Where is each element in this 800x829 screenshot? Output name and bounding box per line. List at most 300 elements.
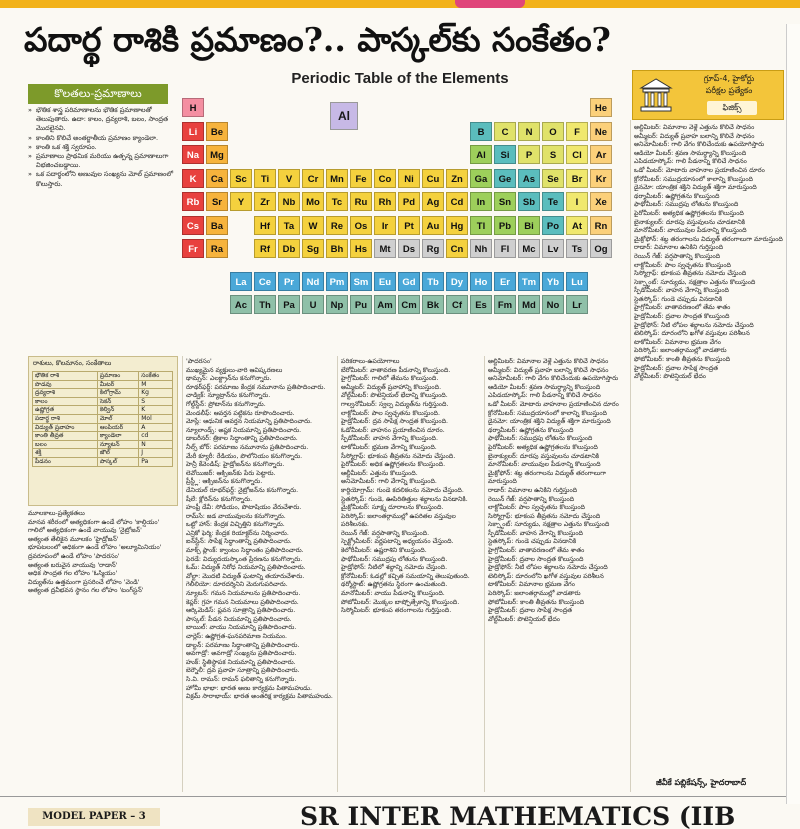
sidebar-bullet: » ప్రమాణాలు ప్రాథమిక మరియు ఉత్పన్న ప్రమాణాలుగా విభజించబడ్డాయి. (28, 152, 178, 170)
court-building-icon (639, 77, 673, 113)
paragraph: అనిమోమీటర్‌: గాలి వేగం కొలిచేందుకు ఉపయోగిస్తారు (634, 141, 765, 149)
paragraph: ద్రవరూపంలో ఉండే లోహం 'పాదరసం' (28, 552, 120, 560)
element-cell: Tl (470, 216, 492, 235)
paragraph: స్టెతస్కోప్‌: గుండె, ఊపిరితిత్తుల శబ్దాలను వినడానికి. (341, 495, 468, 503)
paragraph: పైరోమీటర్‌: అధిక ఉష్ణోగ్రతలను కొలుస్తుంది. (341, 461, 446, 469)
element-cell: Np (326, 295, 348, 314)
paragraph: వోల్ట్‌మీటర్‌: పొటెన్షియల్‌ భేదాన్ని కొలుస్తుంది. (341, 392, 448, 400)
element-cell: Zr (254, 192, 276, 211)
element-cell: Gd (398, 272, 420, 291)
element-cell: I (566, 192, 588, 211)
paragraph: అమ్మీటర్‌: విద్యుత్‌ ప్రవాహాన్ని కొలుస్తుంది. (341, 383, 442, 391)
paragraph: మైక్రోఫోన్‌: శబ్ద తరంగాలను విద్యుత్‌ తరంగాలుగా మారుస్తుంది (488, 469, 607, 486)
element-cell: Eu (374, 272, 396, 291)
table-cell: మోల్‌ (97, 414, 138, 423)
paragraph: అనిమోమీటర్‌: గాలి వేగాన్ని కొలుస్తుంది. (341, 478, 437, 486)
element-cell: Hg (446, 216, 468, 235)
element-cell: Cm (398, 295, 420, 314)
element-cell: Cn (446, 239, 468, 258)
paragraph: క్రోనోమీటర్‌: సముద్రయానంలో కాలాన్ని కొలుస్తుంది (634, 175, 753, 183)
element-cell: Rh (374, 192, 396, 211)
paragraph: మెండలీఫ్‌: ఆవర్తన పట్టికను రూపొందించారు. (186, 409, 295, 417)
element-cell: Ti (254, 169, 276, 188)
column-right-instruments (634, 124, 784, 774)
element-cell: O (542, 122, 564, 141)
element-cell: Bh (326, 239, 348, 258)
paragraph: బేరోమీటర్‌: వాతావరణ పీడనాన్ని కొలుస్తుంది. (341, 366, 451, 374)
paragraph: బైనాక్యులర్‌: దూరపు వస్తువులను చూడటానికి (488, 452, 600, 460)
element-cell: H (182, 98, 204, 117)
element-cell: Be (206, 122, 228, 141)
element-cell: Pu (350, 295, 372, 314)
paragraph: ఎపిడయాస్కోప్‌: గాలి పీడనాన్ని కొలిచే సాధనం (488, 392, 601, 400)
paragraph: న్యూటన్‌: గమన నియమాలను ప్రతిపాదించారు. (186, 590, 301, 598)
table-cell: Mol (139, 414, 173, 423)
table-cell: న్యూటన్‌ (97, 440, 138, 449)
paragraph: పెరిస్కోప్‌: జలాంతర్గాముల్లో వాడతారు (634, 347, 727, 355)
paragraph: అల్టిమీటర్‌: విమానాల వెళ్లే ఎత్తును కొలిచే సాధనం (488, 358, 609, 365)
paragraph: ప్రీస్ట్లీ: ఆక్సిజన్‌ను కనుగొన్నారు. (186, 478, 263, 486)
paragraph: క్రోనోమీటర్‌: ఓడల్లో కచ్చిత సమయాన్ని తెలుపుతుంది. (341, 572, 470, 580)
exam-special-box (632, 70, 784, 120)
paragraph: చార్లెస్‌: ఉష్ణోగ్రత-ఘనపరిమాణ నియమం. (186, 633, 288, 640)
paragraph: గోల్డ్‌స్టీన్‌: ప్రోటాన్‌ను కనుగొన్నారు. (186, 400, 266, 408)
table-cell: ఆంపియర్‌ (97, 423, 138, 432)
element-cell: Ar (590, 145, 612, 164)
element-cell: Nd (302, 272, 324, 291)
table-cell: K (139, 406, 173, 415)
paragraph: చాడ్విక్‌: న్యూట్రాన్‌ను కనుగొన్నారు. (186, 392, 271, 400)
paragraph: హైడ్రోమీటర్‌: ద్రవాల సాంద్రత కొలుస్తుంది (488, 555, 584, 563)
table-cell: పొడవు (33, 380, 98, 389)
paragraph: అనిమోమీటర్‌: గాలి వేగం కొలిచేందుకు ఉపయోగిస్తారు (488, 375, 619, 383)
table-row (33, 389, 173, 398)
element-cell: Og (590, 239, 612, 258)
periodic-table-title: Periodic Table of the Elements (291, 70, 509, 87)
paragraph: ఫాథోమీటర్‌: సముద్రపు లోతును కొలుస్తుంది (634, 201, 739, 209)
table-cell: ఉష్ణోగ్రత (33, 406, 98, 415)
element-cell: In (470, 192, 492, 211)
table-cell: కెల్విన్‌ (97, 406, 138, 415)
paragraph: డైనమో: యాంత్రిక శక్తిని విద్యుత్‌ శక్తిగా మారుస్తుంది (488, 418, 611, 426)
adjacent-page-edge (786, 24, 800, 804)
paragraph: రూథర్‌ఫర్డ్‌: పరమాణు కేంద్రక నమూనాను ప్రతిపాదించారు. (186, 383, 326, 391)
element-cell: Bk (422, 295, 444, 314)
paragraph: థర్మోస్టాట్‌: ఉష్ణోగ్రతను స్థిరంగా ఉంచుతుంది. (341, 581, 448, 589)
element-cell: Fm (494, 295, 516, 314)
paragraph: ఓమ్‌: విద్యుత్‌ నిరోధ నియమాన్ని ప్రతిపాదించారు. (186, 564, 306, 572)
paragraph: ఫోటోమీటర్‌: కాంతి తీవ్రతను కొలుస్తుంది (488, 598, 585, 606)
element-cell: Xe (590, 192, 612, 211)
paragraph: టాకోమీటర్‌: విమానాల భ్రమణ వేగం (488, 581, 575, 589)
paragraph: హుక్‌: స్థితిస్థాపక నియమాన్ని ప్రతిపాదించారు. (186, 658, 296, 666)
paragraph: ఫెరడే: విద్యుదయస్కాంత ప్రేరణను కనుగొన్నారు. (186, 555, 303, 563)
paragraph: ఓడోమీటర్‌: వాహనం ప్రయాణించిన దూరం. (341, 426, 445, 434)
table-cell: N (139, 440, 173, 449)
paragraph: మానోమీటర్‌: వాయువుల పీడనాన్ని కొలుస్తుంది (488, 461, 601, 469)
table-cell: ద్రవ్యరాశి (33, 389, 98, 398)
paragraph: టెలిస్కోప్‌: దూరంలోని ఖగోళ వస్తువుల పరిశీలన (488, 572, 604, 580)
element-cell: Ce (254, 272, 276, 291)
paragraph: పరికరాలు-ఉపయోగాలు (341, 358, 400, 365)
element-cell: Mt (374, 239, 396, 258)
element-cell: Ni (398, 169, 420, 188)
element-cell: Dy (446, 272, 468, 291)
element-cell: Fr (182, 239, 204, 258)
paragraph: హైడ్రోమీటర్‌: ద్రవాల సాపేక్ష సాంద్రత (634, 364, 719, 372)
next-article-headline: SR INTER MATHEMATICS (IIB (300, 802, 736, 829)
paragraph: పైరోమీటర్‌: అత్యధిక ఉష్ణోగ్రతలను కొలుస్తుంది (634, 209, 744, 217)
paragraph: లాక్టోమీటర్‌: పాల స్వచ్ఛతను కొలుస్తుంది. (341, 409, 441, 417)
element-cell: Ac (230, 295, 252, 314)
element-cell: Cf (446, 295, 468, 314)
paragraph: క్రోనోమీటర్‌: సముద్రయానంలో కాలాన్ని కొలుస్తుంది (488, 409, 607, 417)
element-cell: Po (542, 216, 564, 235)
element-cell: As (518, 169, 540, 188)
paragraph: ఫాథోమీటర్‌: సముద్రపు లోతును కొలుస్తుంది. (341, 555, 448, 563)
element-cell: Kr (590, 169, 612, 188)
sidebar-bullet: » కాంతి ఒక శక్తి స్వరూపం. (28, 143, 178, 152)
paragraph: థర్మామీటర్‌: ఉష్ణోగ్రతను కొలుస్తుంది (634, 192, 720, 200)
element-cell: Ds (398, 239, 420, 258)
table-cell: బలం (33, 440, 98, 449)
table-row (33, 449, 173, 458)
element-cell: Mo (302, 192, 324, 211)
table-cell: కిలోగ్రామ్‌ (97, 389, 138, 398)
paragraph: సిస్మోగ్రాఫ్‌: భూకంప తీవ్రతను నమోదు చేస్తుంది (488, 512, 601, 520)
paragraph: అత్యంత తేలికైన మూలకం 'హైడ్రోజన్‌' (28, 535, 119, 543)
element-cell: Sr (206, 192, 228, 211)
paragraph: రాడార్‌: విమానాల ఉనికిని గుర్తిస్తుంది (634, 244, 724, 252)
element-cell: Re (326, 216, 348, 235)
element-cell: B (470, 122, 492, 141)
table-row (33, 414, 173, 423)
element-cell: No (542, 295, 564, 314)
paragraph: కెలోరీమీటర్‌: ఉష్ణరాశిని కొలుస్తుంది. (341, 547, 427, 555)
element-cell: Fe (350, 169, 372, 188)
element-cell: Ge (494, 169, 516, 188)
element-cell: Sg (302, 239, 324, 258)
element-cell: Hs (350, 239, 372, 258)
column-scientists (186, 358, 334, 790)
column-divider (182, 356, 183, 792)
element-cell: W (302, 216, 324, 235)
element-cell: Cu (422, 169, 444, 188)
element-cell: Ts (566, 239, 588, 258)
paragraph: పెరిస్కోప్‌: జలాంతర్గాముల్లో ఉపరితల వస్తువుల పరిశీలనకు. (341, 512, 456, 529)
element-cell: Ho (470, 272, 492, 291)
paragraph: అవగాడ్రో: అవగాడ్రో సంఖ్యను ప్రతిపాదించారు. (186, 650, 297, 658)
paragraph: డేనియల్‌ రూథర్‌ఫర్డ్‌: నైట్రోజన్‌ను కనుగొన్నారు. (186, 486, 299, 494)
paragraph: స్పీడోమీటర్‌: వాహన వేగాన్ని కొలుస్తుంది. (341, 435, 438, 443)
table-row (33, 397, 173, 406)
paragraph: టెలిస్కోప్‌: దూరంలోని ఖగోళ వస్తువుల పరిశీలన (634, 330, 750, 338)
element-cell: Cl (566, 145, 588, 164)
table-cell: శక్తి (33, 449, 98, 458)
paragraph: సి.వి. రామన్‌: రామన్‌ ఫలితాన్ని కనుగొన్నారు. (186, 675, 297, 683)
sidebar-bullets (28, 106, 178, 189)
paragraph: సీస్మోగ్రాఫ్‌: భూకంప తీవ్రతను నమోదు చేస్తుంది. (341, 452, 456, 460)
paragraph: స్టెతస్కోప్‌: గుండె చప్పుడు వినడానికి (488, 538, 577, 546)
paragraph: విద్యుత్‌ను ఉత్తమంగా ప్రసరించే లోహం 'వెండి' (28, 578, 140, 586)
element-cell: Rb (182, 192, 204, 211)
paragraph: పైరోమీటర్‌: అత్యధిక ఉష్ణోగ్రతలను కొలుస్తుంది (488, 443, 598, 451)
paragraph: పాస్కల్‌: పీడన నియమాన్ని ప్రతిపాదించారు. (186, 615, 292, 623)
table-cell: Pa (139, 457, 173, 466)
model-paper-label: MODEL PAPER – 3 (28, 808, 160, 826)
element-cell: P (518, 145, 540, 164)
table-row (33, 457, 173, 466)
paragraph: పోటోమీటర్‌: మొక్కల బాష్పోత్సేకాన్ని కొలుస్తుంది. (341, 598, 460, 606)
paragraph: బైనాక్యులర్‌: దూరపు వస్తువులను చూడటానికి (634, 218, 746, 226)
element-cell: Er (494, 272, 516, 291)
paragraph: మాక్స్‌ ప్లాంక్‌: క్వాంటం సిద్ధాంతం ప్రతిపాదించారు. (186, 547, 304, 555)
element-cell: Nh (470, 239, 492, 258)
paragraph: మానోమీటర్‌: వాయు పీడనాన్ని కొలుస్తుంది. (341, 590, 445, 598)
element-cell: Cs (182, 216, 204, 235)
element-cell: Nb (278, 192, 300, 211)
element-cell: Th (254, 295, 276, 314)
element-cell: Es (470, 295, 492, 314)
element-cell: Si (494, 145, 516, 164)
page-divider (0, 796, 786, 797)
element-cell: Tc (326, 192, 348, 211)
paragraph: స్పీడోమీటర్‌: వాహన వేగాన్ని కొలుస్తుంది (488, 529, 583, 537)
paragraph: అమ్మీటర్‌: విద్యుత్‌ ప్రవాహ బలాన్ని కొలిచే సాధనం (488, 366, 609, 374)
element-cell: Ta (278, 216, 300, 235)
paragraph: పెరిస్కోప్‌: జలాంతర్గాముల్లో వాడతారు (488, 590, 581, 598)
table-cell: విద్యుత్‌ ప్రవాహం (33, 423, 98, 432)
table-row (33, 406, 173, 415)
element-cell: Te (542, 192, 564, 211)
element-cell: Pd (398, 192, 420, 211)
element-cell: Mn (326, 169, 348, 188)
paragraph: విక్రమ్‌ సారాభాయ్‌: భారత అంతరిక్ష కార్యక్రమ పితామహుడు. (186, 693, 333, 701)
paragraph: బెర్నౌలీ: ద్రవ ప్రవాహ సూత్రాన్ని ప్రతిపాదించారు. (186, 667, 300, 675)
paragraph: ఫాథోమీటర్‌: సముద్రపు లోతును కొలుస్తుంది (488, 435, 593, 443)
paragraph: స్పెక్ట్రోమీటర్‌: వర్ణపటాన్ని అధ్యయనం చేస్తుంది. (341, 538, 454, 546)
paragraph: అత్యంత బరువైన వాయువు 'రాడాన్‌' (28, 561, 118, 569)
paragraph: సిస్మోగ్రాఫ్‌: భూకంప తీవ్రతను నమోదు చేస్తుంది (634, 270, 747, 278)
element-cell: Cr (302, 169, 324, 188)
column-devices (488, 358, 630, 790)
paragraph: టాకోమీటర్‌: భ్రమణ వేగాన్ని కొలుస్తుంది. (341, 443, 437, 451)
table-row (33, 432, 173, 441)
paragraph: హైడ్రోమీటర్‌: ద్రవాల సాపేక్ష సాంద్రత (488, 607, 573, 615)
element-cell: Ga (470, 169, 492, 188)
units-col-header: సంకేతం (139, 372, 173, 381)
element-cell: Pa (278, 295, 300, 314)
paragraph: డైనమో: యాంత్రిక శక్తిని విద్యుత్‌ శక్తిగా మారుస్తుంది (634, 184, 757, 192)
units-col-header: భౌతిక రాశి (33, 372, 98, 381)
element-cell: K (182, 169, 204, 188)
paragraph: ఒట్టో హాన్‌: కేంద్రక విచ్ఛిత్తిని కనుగొన్నారు. (186, 521, 285, 529)
section-tab (455, 0, 525, 8)
element-cell: Lr (566, 295, 588, 314)
paragraph: ఎన్రికో ఫెర్మి: కేంద్రక రియాక్టర్‌ను నిర్మించారు. (186, 529, 289, 537)
paragraph: రెయిన్‌ గేజ్‌: వర్షపాతాన్ని కొలుస్తుంది (634, 252, 721, 260)
column-divider (484, 356, 485, 792)
table-cell: జౌల్‌ (97, 449, 138, 458)
element-cell: Y (230, 192, 252, 211)
exam-line1: గ్రూప్‌-4, హైకోర్టు (703, 74, 755, 83)
units-table-heading: రాశులు, కొలమానం, సంకేతాలు (33, 359, 112, 367)
paragraph: లాక్టోమీటర్‌: పాల స్వచ్ఛతను కొలుస్తుంది (488, 504, 586, 512)
element-cell: Br (566, 169, 588, 188)
element-cell: Md (518, 295, 540, 314)
element-cell: Db (278, 239, 300, 258)
paragraph: ఆడియో మీటర్‌: శ్రవణ సామర్థ్యాన్ని కొలుస్తుంది (634, 149, 747, 157)
element-cell: Li (182, 122, 204, 141)
paragraph: ఒడో మీటర్‌: మోటారు వాహనాల ప్రయాణించిన దూరం (488, 400, 619, 408)
paragraph: స్పీడోమీటర్‌: వాహన వేగాన్ని కొలుస్తుంది (634, 287, 729, 295)
paragraph: భూపటలంలో అధికంగా ఉండే లోహం 'అల్యూమినియం' (28, 544, 162, 552)
exam-line2: పరీక్షల ప్రత్యేకం (705, 86, 753, 95)
paragraph: రెయిన్‌ గేజ్‌: వర్షపాతాన్ని కొలుస్తుంది. (341, 529, 430, 537)
element-cell: La (230, 272, 252, 291)
paragraph: స్టెతస్కోప్‌: గుండె చప్పుడు వినడానికి (634, 295, 723, 303)
element-cell: Sc (230, 169, 252, 188)
element-cell: Os (350, 216, 372, 235)
element-cell: Cd (446, 192, 468, 211)
table-cell: క్యాండెలా (97, 432, 138, 441)
paragraph: రెయిన్‌ గేజ్‌: వర్షపాతాన్ని కొలుస్తుంది (488, 495, 575, 503)
element-cell: Na (182, 145, 204, 164)
paragraph: హైగ్రోమీటర్‌: గాలిలో తేమను కొలుస్తుంది. (341, 375, 439, 383)
element-cell: Rn (590, 216, 612, 235)
paragraph: అధిక సాంద్రత గల లోహం 'ఓస్మియం' (28, 570, 118, 578)
paragraph: రాడార్‌: విమానాల ఉనికిని గుర్తిస్తుంది (488, 486, 578, 494)
element-cell: Sb (518, 192, 540, 211)
element-cell: Mg (206, 145, 228, 164)
paragraph: ఎపిడయాస్కోప్‌: గాలి పీడనాన్ని కొలిచే సాధనం (634, 158, 747, 166)
paragraph: ఆల్టీమీటర్‌: ఎత్తును కొలుస్తుంది. (341, 469, 418, 477)
table-cell: cd (139, 432, 173, 441)
sidebar-heading: కొలతలు-ప్రమాణాలు (28, 84, 168, 104)
paragraph: కెప్లర్‌: గ్రహ గమన నియమాలు ప్రతిపాదించారు. (186, 598, 299, 606)
paragraph: అమ్మీటర్‌: విద్యుత్‌ ప్రవాహ బలాన్ని కొలిచే సాధనం (634, 132, 755, 140)
element-cell: Yb (542, 272, 564, 291)
element-cell: Pb (494, 216, 516, 235)
element-cell: Pm (326, 272, 348, 291)
paragraph: హంఫ్రీ డేవీ: సోడియం, పొటాషియం వేరుచేశారు. (186, 504, 302, 512)
paragraph: లాక్టోమీటర్‌: పాల స్వచ్ఛతను కొలుస్తుంది (634, 261, 732, 269)
element-cell: Fl (494, 239, 516, 258)
element-cell: C (494, 122, 516, 141)
element-cell: Ir (374, 216, 396, 235)
paragraph: హైడ్రోఫోన్‌: నీటి లోపల శబ్దాలను నమోదు చేస్తుంది (634, 321, 754, 329)
element-cell: Rf (254, 239, 276, 258)
top-color-bar (0, 0, 800, 8)
table-cell: పాస్కల్‌ (97, 457, 138, 466)
paragraph: వోల్టా: మొదటి విద్యుత్‌ ఘటాన్ని తయారుచేశారు. (186, 572, 305, 580)
paragraph: గాలిలో అత్యధికంగా ఉండే వాయువు 'నైట్రోజన్‌' (28, 527, 142, 535)
element-cell: Pt (398, 216, 420, 235)
element-cell: Ca (206, 169, 228, 188)
element-cell: Ba (206, 216, 228, 235)
paragraph: హైడ్రోమీటర్‌: ద్రవ సాపేక్ష సాంద్రత కొలుస్తుంది. (341, 418, 449, 426)
element-cell: Bi (518, 216, 540, 235)
element-cell: Au (422, 216, 444, 235)
table-row (33, 440, 173, 449)
table-cell: A (139, 423, 173, 432)
paragraph: రామ్‌సే: జడ వాయువులను కనుగొన్నారు. (186, 512, 286, 520)
element-cell: Rg (422, 239, 444, 258)
paragraph: ఆడియో మీటర్‌: శ్రవణ సామర్థ్యాన్ని కొలుస్తుంది (488, 383, 601, 391)
paragraph: మోస్లే: ఆధునిక ఆవర్తన నియమాన్ని ప్రతిపాదించారు. (186, 418, 313, 426)
paragraph: హెన్రీ కేవెండిష్‌: హైడ్రోజన్‌ను కనుగొన్నారు. (186, 461, 285, 469)
paragraph: హైడ్రోఫోన్‌: నీటిలో శబ్దాన్ని నమోదు చేస్తుంది. (341, 564, 448, 572)
paragraph: థామ్సన్‌: ఎలక్ట్రాన్‌ను కనుగొన్నారు. (186, 375, 272, 383)
element-cell: U (302, 295, 324, 314)
element-cell: Sn (494, 192, 516, 211)
element-cell: N (518, 122, 540, 141)
paragraph: హైగ్రోమీటర్‌: వాతావరణంలో తేమ శాతం (634, 304, 731, 312)
table-cell: J (139, 449, 173, 458)
paragraph: మైక్రోమీటర్‌: సూక్ష్మ దూరాలను కొలుస్తుంది. (341, 504, 444, 512)
table-row (33, 423, 173, 432)
units-table-box (28, 356, 178, 506)
table-row (33, 380, 173, 389)
element-cell: S (542, 145, 564, 164)
paragraph: గాల్వనోమీటర్‌: స్వల్ప విద్యుత్‌ను గుర్తిస్తుంది. (341, 400, 449, 408)
page-headline: పదార్థ రాశికి ప్రమాణం?.. పాస్కల్‌కు సంకేతం? (24, 20, 611, 59)
element-cell: Lu (566, 272, 588, 291)
paragraph: అల్టిమీటర్‌: విమానాల వెళ్లే ఎత్తును కొలిచే సాధనం (634, 124, 755, 131)
paragraph: షీలే: క్లోరిన్‌ను కనుగొన్నారు. (186, 495, 253, 503)
sidebar-bullet: » ఒక పదార్థంలోని అణువుల సంఖ్యను మోల్ ప్రమాణంలో కొలుస్తారు. (28, 170, 178, 188)
paragraph: లెవోయిజర్‌: ఆక్సిజన్‌కు పేరు పెట్టారు. (186, 469, 276, 477)
paragraph: హైగ్రోమీటర్‌: వాతావరణంలో తేమ శాతం (488, 547, 585, 555)
paragraph: మేరీ క్యూరీ: రేడియం, పొలోనియం కనుగొన్నారు. (186, 452, 303, 460)
paragraph: మూలకాలు-ప్రత్యేకతలు (28, 510, 85, 517)
periodic-table (180, 92, 625, 354)
paragraph: వోల్ట్‌మీటర్‌: పొటెన్షియల్‌ భేదం (488, 615, 560, 623)
paragraph: డాబరీనర్‌: త్రికాల సిద్ధాంతాన్ని ప్రతిపాదించారు. (186, 435, 298, 443)
paragraph: సెక్స్టాంట్‌: సూర్యుడు, నక్షత్రాల ఎత్తును కొలుస్తుంది (488, 521, 610, 529)
paragraph: 'పాదరసం' (186, 358, 212, 365)
element-cell: Al (470, 145, 492, 164)
column-elements-facts (28, 510, 178, 792)
paragraph: ఐన్‌స్టీన్‌: సాపేక్ష సిద్ధాంతాన్ని ప్రతిపాదించారు. (186, 538, 292, 546)
paragraph: ముఖ్యమైన వ్యక్తులు-వారి ఆవిష్కరణలు (186, 366, 283, 374)
element-key-sample: Al (330, 102, 358, 130)
table-cell: మీటర్‌ (97, 380, 138, 389)
paragraph: మానవ శరీరంలో అత్యధికంగా ఉండే లోహం 'కాల్షియం' (28, 518, 160, 526)
element-cell: V (278, 169, 300, 188)
paragraph: ఫోటోమీటర్‌: కాంతి తీవ్రతను కొలుస్తుంది (634, 356, 731, 364)
paragraph: నీల్స్‌ బోర్‌: పరమాణు నమూనాను ప్రతిపాదించారు. (186, 443, 309, 451)
paragraph: గెలీలియో: దూరదర్శినిని మెరుగుపరిచారు. (186, 581, 288, 589)
element-cell: Pr (278, 272, 300, 291)
table-cell: కాంతి తీవ్రత (33, 432, 98, 441)
element-cell: At (566, 216, 588, 235)
element-cell: Lv (542, 239, 564, 258)
column-instruments (341, 358, 481, 790)
element-cell: Tm (518, 272, 540, 291)
paragraph: హైడ్రోఫోన్‌: నీటి లోపల శబ్దాలను నమోదు చేస్తుంది (488, 564, 608, 572)
paragraph: అత్యంత ద్రవీభవన స్థానం గల లోహం 'టంగ్‌స్టన్‌' (28, 587, 144, 595)
column-divider (630, 120, 631, 792)
paragraph: సెక్స్టాంట్‌: సూర్యుడు, నక్షత్రాల ఎత్తును కొలుస్తుంది (634, 278, 756, 286)
element-cell: F (566, 122, 588, 141)
element-cell: Mc (518, 239, 540, 258)
paragraph: హైడ్రోమీటర్‌: ద్రవాల సాంద్రత కొలుస్తుంది (634, 313, 730, 321)
paragraph: ఆర్కిమెడిస్‌: ప్లవన సూత్రాన్ని ప్రతిపాదించారు. (186, 607, 296, 615)
paragraph: వోల్ట్‌మీటర్‌: పొటెన్షియల్‌ భేదం (634, 373, 706, 381)
table-cell: Kg (139, 389, 173, 398)
sidebar-bullet: » కాంతిని కొలిచే అంతర్జాతీయ ప్రమాణం క్యాండెలా. (28, 134, 178, 143)
